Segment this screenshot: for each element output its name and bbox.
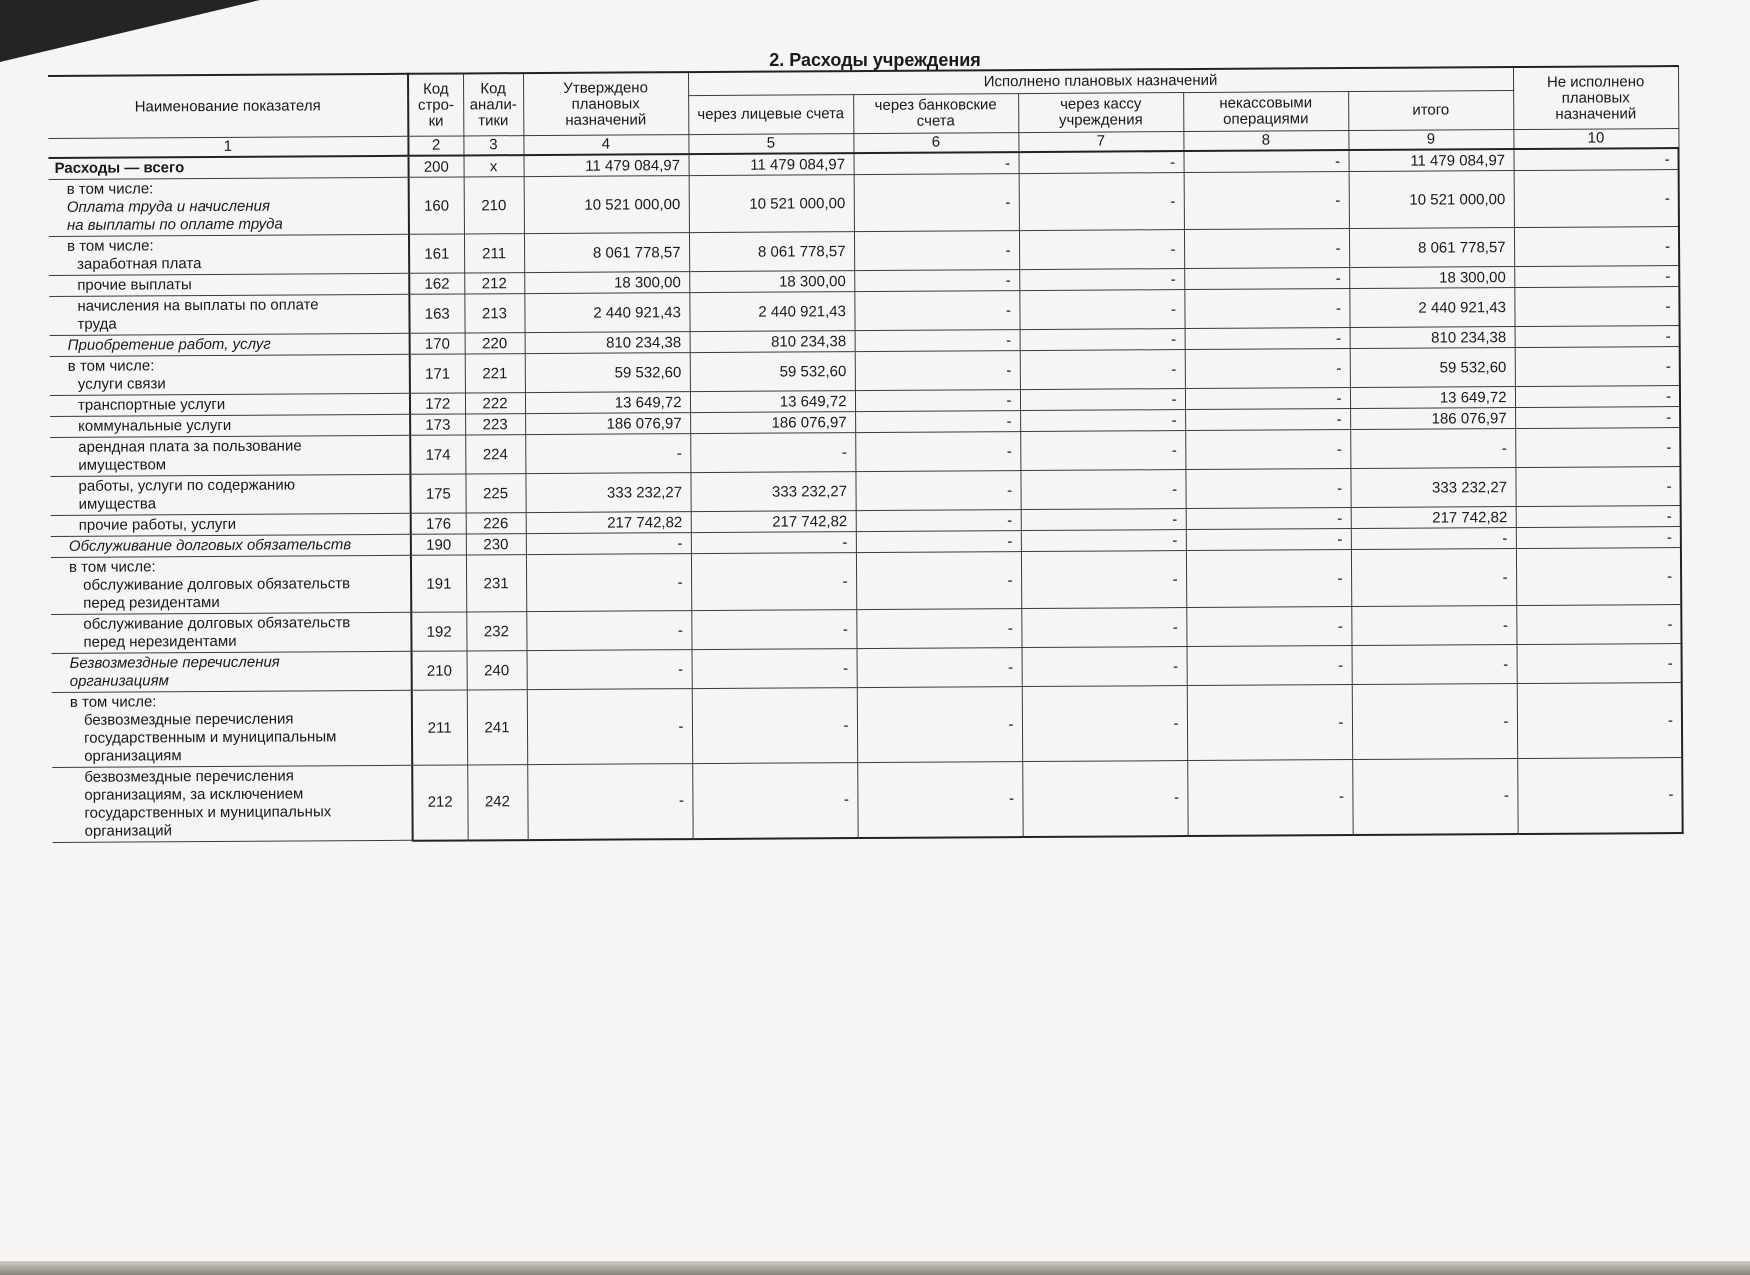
not-executed-value-cell: - (1517, 644, 1682, 684)
analytics-code-cell: 232 (466, 612, 526, 651)
indicator-name-cell (51, 555, 411, 614)
noncash-value-cell: - (1185, 469, 1350, 509)
noncash-value-cell: - (1185, 349, 1350, 389)
bank-account-value-cell: - (854, 291, 1019, 331)
indicator-name-line: безвозмездные перечисления (84, 767, 294, 786)
analytics-code-cell: 231 (466, 555, 526, 612)
line-code-cell: 200 (409, 155, 464, 177)
table-row (52, 683, 1682, 768)
column-number: 5 (688, 134, 853, 155)
indicator-name-line: имуществом (78, 456, 167, 474)
analytics-code-cell: 224 (465, 435, 525, 474)
header-via-cash: через кассу учреждения (1018, 93, 1183, 133)
not-executed-value-cell: - (1514, 266, 1679, 288)
indicator-name-line: обслуживание долговых обязательств (83, 614, 351, 633)
not-executed-value-cell: - (1515, 407, 1680, 429)
noncash-value-cell: - (1185, 409, 1350, 431)
noncash-value-cell: - (1187, 646, 1352, 686)
indicator-name-cell (51, 513, 411, 536)
approved-value-cell: 59 532,60 (525, 353, 690, 393)
analytics-code-cell: 240 (467, 651, 527, 690)
analytics-code-cell: 220 (465, 333, 525, 354)
indicator-name-line: организациям, за исключением (84, 785, 304, 804)
line-code-cell: 176 (411, 513, 466, 534)
column-number: 6 (853, 133, 1018, 154)
approved-value-cell: - (527, 764, 692, 840)
indicator-name-line: государственных и муниципальных (84, 803, 332, 822)
total-value-cell: - (1352, 684, 1518, 760)
personal-account-value-cell: 333 232,27 (690, 472, 855, 512)
analytics-code-cell: 221 (465, 354, 525, 393)
line-code-cell: 171 (410, 354, 465, 393)
indicator-name-line: в том числе: (66, 237, 154, 255)
indicator-name-line: государственным и муниципальным (84, 728, 337, 747)
total-value-cell: 333 232,27 (1350, 468, 1515, 508)
line-code-cell: 175 (410, 474, 465, 513)
indicator-name-cell (50, 435, 410, 476)
not-executed-value-cell: - (1514, 170, 1679, 228)
total-value-cell: - (1350, 429, 1515, 469)
cash-desk-value-cell: - (1021, 608, 1186, 648)
cash-desk-value-cell: - (1022, 647, 1187, 687)
personal-account-value-cell: 217 742,82 (691, 511, 856, 533)
indicator-name-line: заработная плата (77, 255, 202, 273)
column-number: 7 (1018, 132, 1183, 153)
bank-account-value-cell: - (857, 648, 1022, 688)
approved-value-cell: 810 234,38 (525, 332, 690, 354)
cash-desk-value-cell: - (1021, 530, 1186, 552)
indicator-name-cell (50, 474, 410, 515)
expenses-table (48, 65, 1684, 843)
indicator-name-line: Приобретение работ, услуг (67, 335, 271, 354)
noncash-value-cell: - (1187, 685, 1352, 761)
bank-account-value-cell: - (854, 174, 1019, 232)
indicator-name-cell (52, 765, 412, 842)
total-value-cell: - (1352, 759, 1518, 835)
header-total: итого (1348, 91, 1513, 131)
indicator-name-cell (51, 612, 411, 653)
cash-desk-value-cell: - (1020, 431, 1185, 471)
personal-account-value-cell: - (691, 553, 856, 611)
bank-account-value-cell: - (857, 762, 1022, 838)
total-value-cell: 186 076,97 (1350, 408, 1515, 430)
approved-value-cell: 11 479 084,97 (523, 154, 688, 177)
analytics-code-cell: 210 (464, 177, 524, 234)
not-executed-value-cell: - (1517, 683, 1682, 759)
bank-account-value-cell: - (856, 531, 1021, 553)
indicator-name-line: Обслуживание долговых обязательств (68, 536, 352, 555)
not-executed-value-cell: - (1516, 527, 1681, 549)
personal-account-value-cell: - (692, 763, 857, 839)
line-code-cell: 174 (410, 435, 465, 474)
indicator-name-cell (52, 690, 412, 767)
noncash-value-cell: - (1187, 760, 1352, 836)
approved-value-cell: 10 521 000,00 (524, 176, 689, 234)
line-code-cell: 211 (412, 690, 467, 765)
column-number: 9 (1348, 130, 1513, 151)
header-name: Наименование показателя (48, 74, 408, 139)
personal-account-value-cell: - (690, 433, 855, 473)
approved-value-cell: 333 232,27 (525, 473, 690, 513)
cash-desk-value-cell: - (1019, 290, 1184, 330)
analytics-code-cell: 226 (466, 513, 526, 534)
personal-account-value-cell: 2 440 921,43 (689, 292, 854, 332)
line-code-cell: 163 (409, 294, 464, 333)
column-number: 8 (1183, 131, 1348, 152)
indicator-name-cell (49, 156, 409, 180)
indicator-name-line: работы, услуги по содержанию (78, 476, 295, 495)
header-not-executed: Не исполнено плановых назначений (1513, 66, 1678, 130)
not-executed-value-cell: - (1517, 758, 1682, 834)
column-number: 2 (408, 136, 463, 156)
total-value-cell: 2 440 921,43 (1349, 288, 1514, 328)
line-code-cell: 172 (410, 393, 465, 414)
noncash-value-cell: - (1186, 607, 1351, 647)
not-executed-value-cell: - (1516, 605, 1681, 645)
indicator-name-line: прочие выплаты (77, 276, 192, 294)
personal-account-value-cell: 810 234,38 (690, 331, 855, 353)
table-row (51, 548, 1681, 615)
total-value-cell: 13 649,72 (1350, 387, 1515, 409)
indicator-name-line: перед нерезидентами (83, 632, 237, 651)
indicator-name-cell (50, 393, 410, 416)
total-value-cell: - (1351, 606, 1516, 646)
indicator-name-line: прочие работы, услуги (78, 515, 237, 534)
bank-account-value-cell: - (855, 432, 1020, 472)
indicator-name-line: начисления на выплаты по оплате (77, 296, 319, 315)
indicator-name-cell (49, 273, 409, 296)
indicator-name-cell (50, 354, 410, 395)
indicator-name-line: Оплата труда и начисления (66, 197, 271, 216)
not-executed-value-cell: - (1516, 506, 1681, 528)
total-value-cell: 59 532,60 (1350, 348, 1515, 388)
line-code-cell: 192 (411, 612, 466, 651)
analytics-code-cell: 213 (464, 294, 524, 333)
header-executed-group: Исполнено плановых назначений (688, 67, 1513, 96)
personal-account-value-cell: 18 300,00 (689, 271, 854, 293)
not-executed-value-cell: - (1514, 227, 1679, 267)
personal-account-value-cell: 59 532,60 (690, 352, 855, 392)
bank-account-value-cell: - (857, 687, 1022, 763)
indicator-name-line: коммунальные услуги (78, 416, 232, 435)
cash-desk-value-cell: - (1019, 269, 1184, 291)
line-code-cell: 191 (411, 555, 466, 612)
cash-desk-value-cell: - (1020, 410, 1185, 432)
approved-value-cell: - (526, 611, 691, 651)
not-executed-value-cell: - (1515, 428, 1680, 468)
approved-value-cell: 18 300,00 (524, 272, 689, 294)
cash-desk-value-cell: - (1020, 470, 1185, 510)
cash-desk-value-cell: - (1018, 151, 1183, 174)
personal-account-value-cell: 186 076,97 (690, 412, 855, 434)
bank-account-value-cell: - (856, 552, 1021, 610)
personal-account-value-cell: - (692, 649, 857, 689)
noncash-value-cell: - (1183, 150, 1348, 173)
header-via-personal: через лицевые счета (688, 95, 853, 135)
indicator-name-cell (51, 534, 411, 557)
indicator-name-line: транспортные услуги (77, 395, 226, 414)
noncash-value-cell: - (1184, 268, 1349, 290)
indicator-name-line: труда (77, 315, 117, 333)
cash-desk-value-cell: - (1020, 350, 1185, 390)
bank-account-value-cell: - (855, 471, 1020, 511)
not-executed-value-cell: - (1515, 326, 1680, 348)
noncash-value-cell: - (1184, 229, 1349, 269)
noncash-value-cell: - (1185, 430, 1350, 470)
bank-account-value-cell: - (854, 231, 1019, 271)
bank-account-value-cell: - (853, 152, 1018, 175)
indicator-name-line: в том числе: (69, 693, 157, 711)
analytics-code-cell: 225 (465, 474, 525, 513)
not-executed-value-cell: - (1515, 386, 1680, 408)
indicator-name-line: в том числе: (68, 558, 156, 576)
cash-desk-value-cell: - (1022, 686, 1187, 762)
indicator-name-line: перед резидентами (83, 593, 220, 612)
indicator-name-line: в том числе: (66, 180, 154, 198)
approved-value-cell: 13 649,72 (525, 392, 690, 414)
noncash-value-cell: - (1184, 172, 1349, 230)
expenses-sheet (48, 65, 1683, 843)
approved-value-cell: - (526, 554, 691, 612)
indicator-name-line: услуги связи (77, 375, 166, 393)
personal-account-value-cell: - (691, 532, 856, 554)
column-number: 4 (523, 135, 688, 156)
indicator-name-cell (50, 333, 410, 356)
not-executed-value-cell: - (1514, 287, 1679, 327)
table-row (49, 170, 1679, 237)
indicator-name-line: организаций (84, 822, 173, 840)
indicator-name-line: Безвозмездные перечисления (69, 653, 280, 672)
line-code-cell: 210 (412, 651, 467, 690)
personal-account-value-cell: 13 649,72 (690, 391, 855, 413)
bank-account-value-cell: - (856, 510, 1021, 532)
total-value-cell: 217 742,82 (1351, 507, 1516, 529)
bank-account-value-cell: - (855, 351, 1020, 391)
expenses-rows (49, 148, 1683, 842)
personal-account-value-cell: - (691, 610, 856, 650)
analytics-code-cell: 241 (467, 690, 527, 765)
line-code-cell: 160 (409, 177, 464, 234)
header-via-bank: через банковские счета (853, 94, 1018, 134)
personal-account-value-cell: 11 479 084,97 (688, 153, 853, 176)
cash-desk-value-cell: - (1021, 509, 1186, 531)
analytics-code-cell: 223 (465, 414, 525, 435)
line-code-cell: 173 (410, 414, 465, 435)
cash-desk-value-cell: - (1019, 173, 1184, 231)
analytics-code-cell: 222 (465, 393, 525, 414)
approved-value-cell: - (525, 434, 690, 474)
approved-value-cell: 217 742,82 (526, 512, 691, 534)
personal-account-value-cell: - (692, 688, 857, 764)
indicator-name-cell (52, 651, 412, 692)
indicator-name-line: обслуживание долговых обязательств (83, 575, 351, 594)
approved-value-cell: - (527, 689, 692, 765)
personal-account-value-cell: 10 521 000,00 (689, 175, 854, 233)
total-value-cell: 11 479 084,97 (1348, 149, 1513, 172)
analytics-code-cell: x (463, 155, 523, 177)
column-number: 10 (1513, 129, 1678, 150)
approved-value-cell: 2 440 921,43 (524, 293, 689, 333)
noncash-value-cell: - (1185, 328, 1350, 350)
total-value-cell: - (1351, 528, 1516, 550)
bank-account-value-cell: - (855, 390, 1020, 412)
indicator-name-line: организациям (84, 747, 182, 765)
indicator-name-line: на выплаты по оплате труда (66, 215, 283, 234)
scan-shadow-bottom (0, 1261, 1750, 1275)
total-value-cell: - (1351, 549, 1516, 607)
table-row (52, 758, 1682, 843)
not-executed-value-cell: - (1515, 467, 1680, 507)
column-number: 3 (463, 136, 523, 156)
indicator-name-line: организациям (69, 672, 169, 690)
bank-account-value-cell: - (854, 270, 1019, 292)
analytics-code-cell: 230 (466, 534, 526, 555)
indicator-name-cell (49, 177, 409, 236)
approved-value-cell: 8 061 778,57 (524, 233, 689, 273)
bank-account-value-cell: - (855, 411, 1020, 433)
indicator-name-line: имущества (78, 495, 157, 513)
line-code-cell: 190 (411, 534, 466, 555)
total-value-cell: 810 234,38 (1350, 327, 1515, 349)
noncash-value-cell: - (1184, 289, 1349, 329)
noncash-value-cell: - (1186, 529, 1351, 551)
noncash-value-cell: - (1186, 550, 1351, 608)
not-executed-value-cell: - (1515, 347, 1680, 387)
cash-desk-value-cell: - (1022, 761, 1187, 837)
analytics-code-cell: 242 (467, 765, 527, 840)
page-title: 2. Расходы учреждения (769, 50, 981, 70)
indicator-name-line: в том числе: (67, 357, 155, 375)
indicator-name-cell (49, 234, 409, 275)
indicator-name-line: безвозмездные перечисления (83, 710, 294, 729)
analytics-code-cell: 212 (464, 273, 524, 294)
cash-desk-value-cell: - (1020, 389, 1185, 411)
noncash-value-cell: - (1186, 508, 1351, 530)
approved-value-cell: 186 076,97 (525, 413, 690, 435)
not-executed-value-cell: - (1516, 548, 1681, 606)
indicator-name-cell (49, 294, 409, 335)
header-code: Код стро-ки (408, 73, 463, 136)
cash-desk-value-cell: - (1020, 329, 1185, 351)
noncash-value-cell: - (1185, 388, 1350, 410)
approved-value-cell: - (527, 650, 692, 690)
total-value-cell: 8 061 778,57 (1349, 228, 1514, 268)
total-value-cell: - (1352, 645, 1517, 685)
total-value-cell: 10 521 000,00 (1349, 171, 1514, 229)
indicator-name-line: арендная плата за пользование (78, 437, 302, 456)
total-value-cell: 18 300,00 (1349, 267, 1514, 289)
line-code-cell: 212 (412, 765, 467, 840)
header-approved: Утверждено плановых назначений (523, 72, 688, 136)
header-noncash: некассовыми операциями (1183, 92, 1348, 132)
header-analytics: Код анали-тики (463, 73, 523, 136)
approved-value-cell: - (526, 533, 691, 555)
bank-account-value-cell: - (855, 330, 1020, 352)
column-number: 1 (48, 136, 408, 158)
personal-account-value-cell: 8 061 778,57 (689, 232, 854, 272)
not-executed-value-cell: - (1514, 148, 1679, 171)
line-code-cell: 162 (409, 273, 464, 294)
line-code-cell: 170 (410, 333, 465, 354)
indicator-name-line: Расходы — всего (54, 159, 185, 177)
analytics-code-cell: 211 (464, 234, 524, 273)
cash-desk-value-cell: - (1021, 551, 1186, 609)
indicator-name-cell (50, 414, 410, 437)
bank-account-value-cell: - (856, 609, 1021, 649)
cash-desk-value-cell: - (1019, 230, 1184, 270)
line-code-cell: 161 (409, 234, 464, 273)
